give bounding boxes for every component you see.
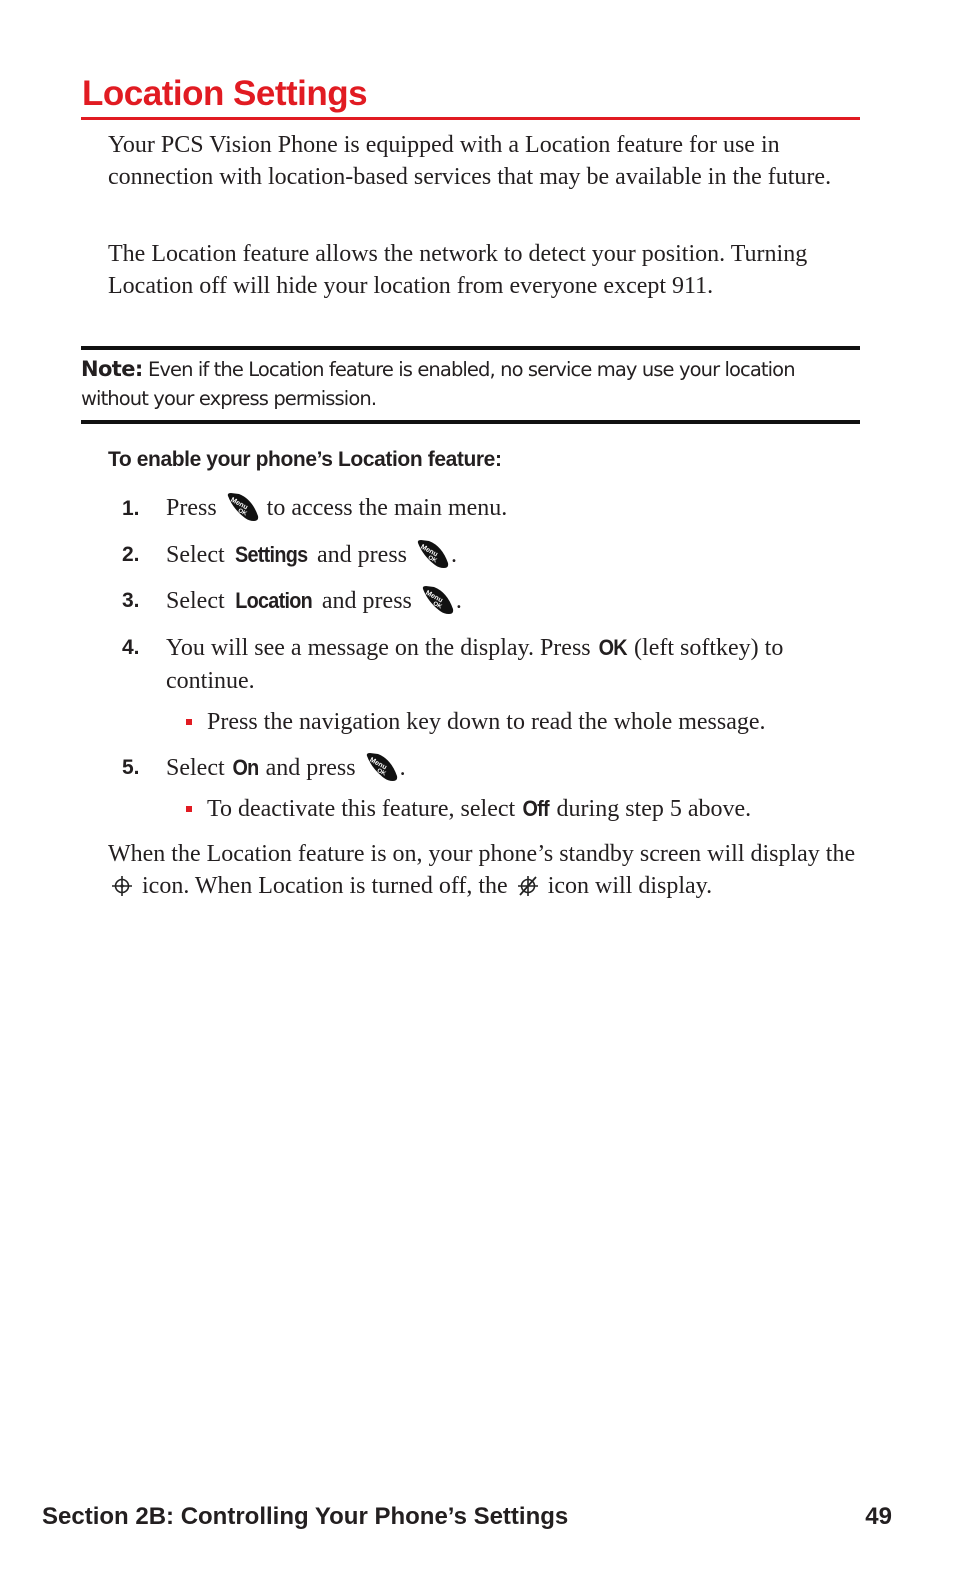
step-number: 2. — [122, 543, 140, 566]
bullet-text: Press the navigation key down to read the whole message. — [207, 709, 766, 735]
outro-paragraph — [108, 838, 860, 902]
step-text-part: Select — [166, 542, 231, 568]
title-rule — [81, 117, 860, 120]
note-body: Even if the Location feature is enabled, no service may use your location without your express permission. — [81, 358, 795, 410]
step-text-part: to access the main menu. — [260, 495, 508, 521]
location-off-icon — [517, 875, 539, 897]
step-text — [166, 492, 856, 525]
ui-term-location: Location — [234, 588, 312, 613]
intro-paragraph: The Location feature allows the network to detect your position. Turning Location off will hide your location from everyone except 911. — [108, 241, 808, 299]
bullet-text — [207, 793, 751, 825]
step-text-part: Select — [166, 755, 231, 781]
page-title: Location Settings — [82, 74, 368, 113]
step-number: 4. — [122, 636, 140, 659]
outro-text-part: icon. When Location is turned off, the — [136, 873, 514, 899]
step-text-part: You will see a message on the display. Press — [166, 635, 597, 661]
step-text-part: . — [399, 755, 406, 781]
menu-ok-key-icon — [415, 539, 449, 569]
bullet-square-icon — [186, 806, 192, 812]
step-text-part: and press — [315, 588, 418, 614]
note-label: Note: — [81, 357, 143, 381]
step-text-part: . — [451, 542, 458, 568]
procedure-heading: To enable your phone’s Location feature: — [108, 448, 502, 471]
outro-text-part: icon will display. — [541, 873, 713, 899]
step-text — [166, 538, 856, 572]
step-text — [166, 751, 856, 785]
footer-page-number: 49 — [865, 1503, 892, 1530]
ui-term-ok: OK — [598, 635, 627, 660]
note-text — [81, 355, 860, 413]
step-text-part: and press — [259, 755, 362, 781]
location-on-icon — [111, 875, 133, 897]
ui-term-off: Off — [522, 796, 550, 821]
step-text-part: and press — [311, 542, 414, 568]
step-text-part: Select — [166, 588, 231, 614]
ui-term-on: On — [232, 755, 259, 780]
step-text-part: (left softkey) to continue. — [166, 635, 784, 694]
bullet-text-part: To deactivate this feature, select — [207, 796, 522, 822]
menu-ok-key-icon — [364, 752, 398, 782]
outro-text-part: When the Location feature is on, your phone’s standby screen will display the — [108, 841, 856, 867]
step-number: 5. — [122, 756, 140, 779]
step-number: 3. — [122, 589, 140, 612]
menu-ok-key-icon — [225, 492, 259, 522]
step-text — [166, 584, 856, 618]
bullet-square-icon — [186, 719, 192, 725]
ui-term-settings: Settings — [234, 542, 308, 567]
step-text — [166, 631, 856, 698]
intro-paragraph: Your PCS Vision Phone is equipped with a Location feature for use in connection with location-based services that may be available in the future. — [108, 132, 832, 190]
menu-ok-key-icon — [420, 585, 454, 615]
note-box — [81, 346, 860, 424]
footer-section-title: Section 2B: Controlling Your Phone’s Settings — [42, 1503, 569, 1530]
step-text-part: Press — [166, 495, 223, 521]
step-number: 1. — [122, 497, 140, 520]
bullet-text-part: during step 5 above. — [550, 796, 752, 822]
step-text-part: . — [455, 588, 462, 614]
